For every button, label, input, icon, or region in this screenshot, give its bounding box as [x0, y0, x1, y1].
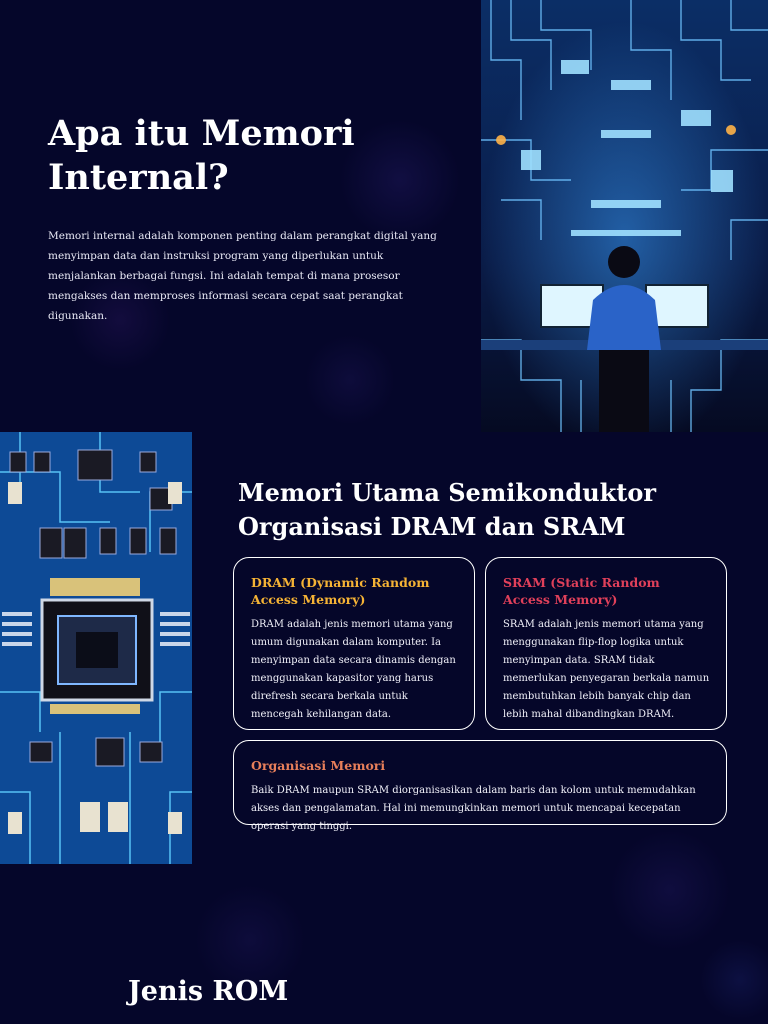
sram-card-title: SRAM (Static Random Access Memory) — [503, 575, 660, 607]
memory-organization-card — [233, 740, 727, 832]
circuit-board-illustration-icon — [0, 432, 192, 864]
dram-card — [233, 557, 475, 730]
engineer-circuit-illustration-icon — [481, 0, 768, 432]
semiconductor-section-title: Memori Utama Semikonduktor Organisasi DRAM dan SRAM — [238, 478, 657, 541]
dram-card-title: DRAM (Dynamic Random Access Memory) — [251, 575, 430, 607]
memory-organization-card-title: Organisasi Memori — [251, 758, 386, 773]
memory-organization-card-body: Baik DRAM maupun SRAM diorganisasikan dalam baris dan kolom untuk memudahkan akses dan pengalamatan. Hal ini memungkinkan memori untuk mencapai kecepatan operasi yang tinggi. — [251, 785, 696, 832]
hero-title: Apa itu Memori Internal? — [48, 113, 355, 198]
rom-section-title: Jenis ROM — [128, 976, 289, 1007]
dram-card-body: DRAM adalah jenis memori utama yang umum digunakan dalam komputer. Ia menyimpan data secara dinamis dengan menggunakan kapasitor yang harus direfresh secara berkala untuk mencegah kehilangan data. — [251, 619, 456, 720]
sram-card — [485, 557, 727, 730]
sram-card-body: SRAM adalah jenis memori utama yang menggunakan flip-flop logika untuk menyimpan data. SRAM tidak memerlukan penyegaran berkala namun membutuhkan lebih banyak chip dan lebih mahal dibandingkan DRAM. — [503, 619, 710, 720]
hero-description: Memori internal adalah komponen penting dalam perangkat digital yang menyimpan data dan instruksi program yang diperlukan untuk menjalankan berbagai fungsi. Ini adalah tempat di mana prosesor mengakses dan memproses informasi secara cepat saat perangkat digunakan. — [48, 230, 437, 322]
